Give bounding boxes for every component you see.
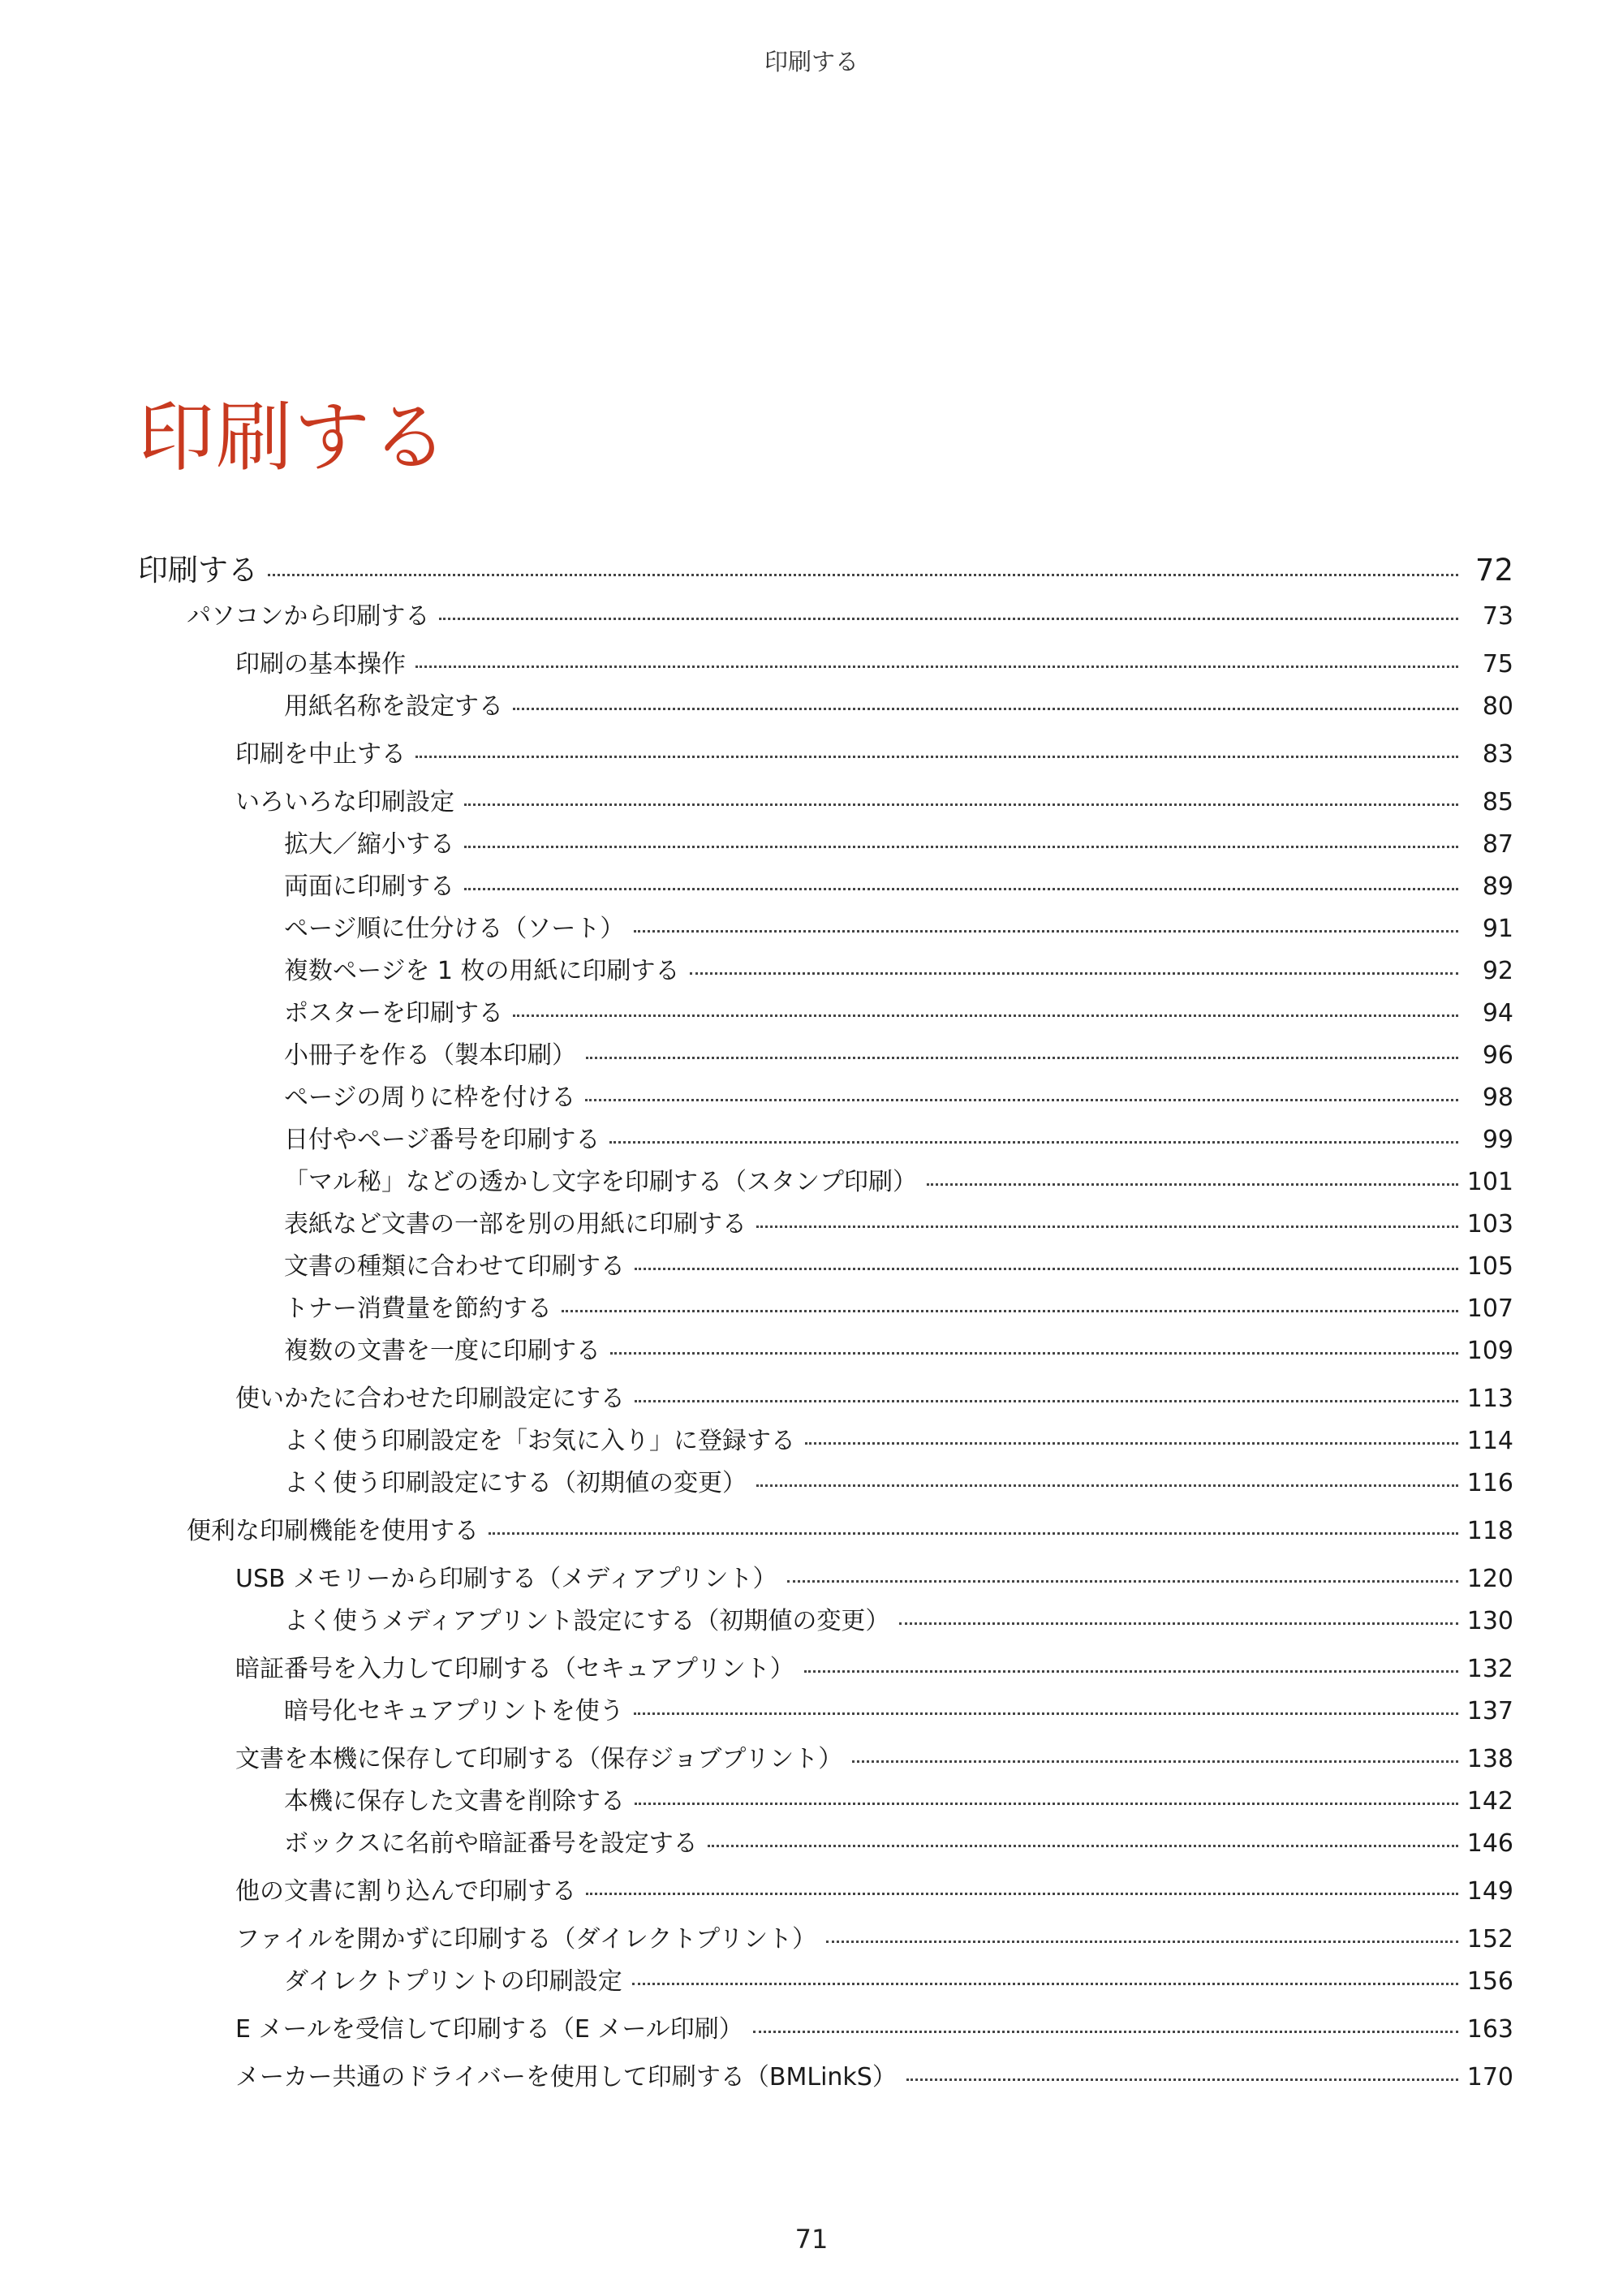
toc-entry-label: メーカー共通のドライバーを使用して印刷する（BMLinkS） [235,2063,897,2091]
toc-entry[interactable] [284,1961,1513,1997]
dot-leader [585,1099,1458,1101]
toc-entry-page-number: 103 [1466,1210,1513,1238]
toc-entry-label: よく使う印刷設定を「お気に入り」に登録する [284,1427,795,1455]
toc-entry-page-number: 114 [1466,1427,1513,1455]
toc-entry[interactable] [284,1204,1513,1239]
toc-entry-label: 文書を本機に保存して印刷する（保存ジョブプリント） [235,1745,843,1773]
toc-entry-label: 日付やページ番号を印刷する [284,1126,601,1154]
toc-entry-label: 暗証番号を入力して印刷する（セキュアプリント） [235,1655,794,1683]
toc-entry-label: よく使う印刷設定にする（初期値の変更） [284,1469,747,1497]
toc-entry-label: E メールを受信して印刷する（E メール印刷） [235,2015,743,2044]
toc-entry-page-number: 170 [1466,2063,1513,2091]
dot-leader [826,1941,1458,1943]
dot-leader [513,1014,1458,1017]
toc-entry[interactable] [284,866,1513,902]
toc-entry[interactable] [284,1781,1513,1816]
toc-entry[interactable] [284,1077,1513,1113]
dot-leader [439,618,1458,620]
toc-entry[interactable] [284,993,1513,1028]
toc-entry-label: 印刷する [138,553,258,588]
dot-leader [586,1057,1458,1059]
toc-entry[interactable] [138,545,1513,589]
toc-entry-page-number: 109 [1466,1337,1513,1365]
toc-entry-label: ファイルを開かずに印刷する（ダイレクトプリント） [235,1925,817,1954]
dot-leader [805,1442,1458,1445]
toc-entry-page-number: 149 [1466,1877,1513,1906]
toc-entry[interactable] [284,950,1513,986]
toc-entry-page-number: 89 [1482,872,1513,901]
dot-leader [906,2078,1458,2081]
dot-leader [609,1141,1458,1144]
toc-entry[interactable] [235,1378,1513,1414]
toc-entry[interactable] [284,1119,1513,1155]
toc-entry[interactable] [235,644,1513,679]
toc-entry-label: ダイレクトプリントの印刷設定 [284,1967,622,1996]
dot-leader [635,1268,1458,1270]
toc-entry[interactable] [235,1919,1513,1954]
toc-entry[interactable] [284,1246,1513,1282]
toc-entry-page-number: 98 [1482,1083,1513,1112]
dot-leader [899,1622,1458,1625]
toc-entry-label: 暗号化セキュアプリントを使う [284,1697,624,1725]
dot-leader [635,1803,1458,1805]
toc-entry[interactable] [284,1691,1513,1726]
toc-entry-page-number: 107 [1466,1294,1513,1323]
toc-entry[interactable] [284,1462,1513,1498]
toc-entry[interactable] [284,1823,1513,1859]
dot-leader [690,972,1458,975]
dot-leader [415,756,1458,758]
dot-leader [489,1532,1458,1535]
page-number: 71 [794,2224,829,2255]
dot-leader [415,666,1458,668]
chapter-title: 印刷する [138,394,450,482]
toc-entry-page-number: 99 [1482,1126,1513,1154]
toc-entry-page-number: 120 [1466,1565,1513,1593]
toc-entry-label: ボックスに名前や暗証番号を設定する [284,1829,698,1858]
toc-entry[interactable] [284,908,1513,944]
dot-leader [562,1310,1458,1312]
toc-entry-label: 複数の文書を一度に印刷する [284,1337,601,1365]
toc-entry[interactable] [284,1161,1513,1197]
dot-leader [756,1226,1458,1228]
toc-entry-page-number: 146 [1466,1829,1513,1858]
dot-leader [708,1845,1458,1847]
toc-entry[interactable] [284,1420,1513,1456]
dot-leader [268,574,1458,576]
toc-entry-label: 本機に保存した文書を削除する [284,1787,625,1816]
toc-entry-label: 表紙など文書の一部を別の用紙に印刷する [284,1210,747,1238]
toc-entry-label: USB メモリーから印刷する（メディアプリント） [235,1565,777,1593]
toc-entry[interactable] [235,1558,1513,1594]
dot-leader [852,1760,1458,1763]
toc-entry-page-number: 94 [1482,999,1513,1027]
toc-entry-page-number: 83 [1482,740,1513,769]
toc-entry[interactable] [284,686,1513,722]
toc-entry-label: 他の文書に割り込んで印刷する [235,1877,576,1906]
toc-entry[interactable] [284,824,1513,859]
dot-leader [635,1400,1458,1402]
toc-entry[interactable] [284,1288,1513,1324]
dot-leader [586,1893,1458,1895]
toc-entry-label: よく使うメディアプリント設定にする（初期値の変更） [284,1607,890,1635]
toc-entry-label: 印刷を中止する [235,740,406,769]
dot-leader [632,1983,1458,1985]
toc-entry-page-number: 105 [1466,1252,1513,1281]
dot-leader [753,2031,1458,2033]
toc-entry-page-number: 156 [1466,1967,1513,1996]
toc-entry-page-number: 91 [1482,915,1513,943]
toc-entry[interactable] [235,2057,1513,2092]
toc-entry-label: 小冊子を作る（製本印刷） [284,1041,576,1070]
toc-entry-page-number: 132 [1466,1655,1513,1683]
toc-entry-label: 拡大／縮小する [284,830,454,859]
toc-entry-page-number: 118 [1466,1517,1513,1545]
dot-leader [927,1183,1458,1186]
dot-leader [787,1580,1458,1583]
toc-entry[interactable] [235,782,1513,817]
toc-entry-label: 両面に印刷する [284,872,454,901]
toc-entry-page-number: 137 [1466,1697,1513,1725]
toc-entry[interactable] [235,1738,1513,1774]
dot-leader [634,930,1458,933]
toc-entry-page-number: 80 [1482,692,1513,721]
dot-leader [756,1484,1458,1487]
toc-entry[interactable] [284,1330,1513,1366]
toc-entry[interactable] [235,734,1513,769]
toc-entry-page-number: 113 [1466,1385,1513,1413]
toc-entry-page-number: 101 [1466,1168,1513,1196]
toc-entry-label: 「マル秘」などの透かし文字を印刷する（スタンプ印刷） [284,1168,917,1196]
toc-entry-page-number: 72 [1474,553,1513,588]
toc-entry[interactable] [235,2009,1513,2044]
toc-entry-label: ポスターを印刷する [284,999,503,1027]
toc-entry-page-number: 96 [1482,1041,1513,1070]
toc-entry-label: いろいろな印刷設定 [235,788,454,816]
dot-leader [513,708,1458,710]
dot-leader [464,888,1458,890]
dot-leader [464,803,1458,806]
toc-entry-page-number: 85 [1482,788,1513,816]
toc-entry[interactable] [284,1600,1513,1636]
toc-entry-page-number: 163 [1466,2015,1513,2044]
toc-entry-label: トナー消費量を節約する [284,1294,552,1323]
toc-entry-label: ページの周りに枠を付ける [284,1083,576,1112]
toc-entry-page-number: 116 [1466,1469,1513,1497]
toc-entry-label: 複数ページを 1 枚の用紙に印刷する [284,957,680,985]
toc-entry-label: 用紙名称を設定する [284,692,503,721]
toc-entry-page-number: 75 [1482,650,1513,678]
toc-entry-label: ページ順に仕分ける（ソート） [284,915,625,943]
toc-entry[interactable] [187,1510,1513,1546]
toc-entry-page-number: 138 [1466,1745,1513,1773]
dot-leader [804,1670,1458,1673]
toc-entry[interactable] [284,1035,1513,1070]
dot-leader [610,1352,1458,1355]
toc-entry-label: 便利な印刷機能を使用する [187,1517,479,1545]
toc-entry-page-number: 87 [1482,830,1513,859]
toc-entry-label: パソコンから印刷する [187,602,430,631]
toc-entry-page-number: 152 [1466,1925,1513,1954]
toc-entry[interactable] [187,596,1513,631]
toc-entry[interactable] [235,1871,1513,1906]
toc-entry-label: 使いかたに合わせた印刷設定にする [235,1385,625,1413]
toc-entry-page-number: 92 [1482,957,1513,985]
toc-entry[interactable] [235,1648,1513,1684]
toc-entry-page-number: 130 [1466,1607,1513,1635]
toc-entry-page-number: 142 [1466,1787,1513,1816]
dot-leader [464,846,1458,848]
toc-entry-label: 印刷の基本操作 [235,650,406,678]
toc-entry-page-number: 73 [1482,602,1513,631]
dot-leader [634,1712,1458,1715]
running-header: 印刷する [764,48,859,75]
toc-entry-label: 文書の種類に合わせて印刷する [284,1252,625,1281]
